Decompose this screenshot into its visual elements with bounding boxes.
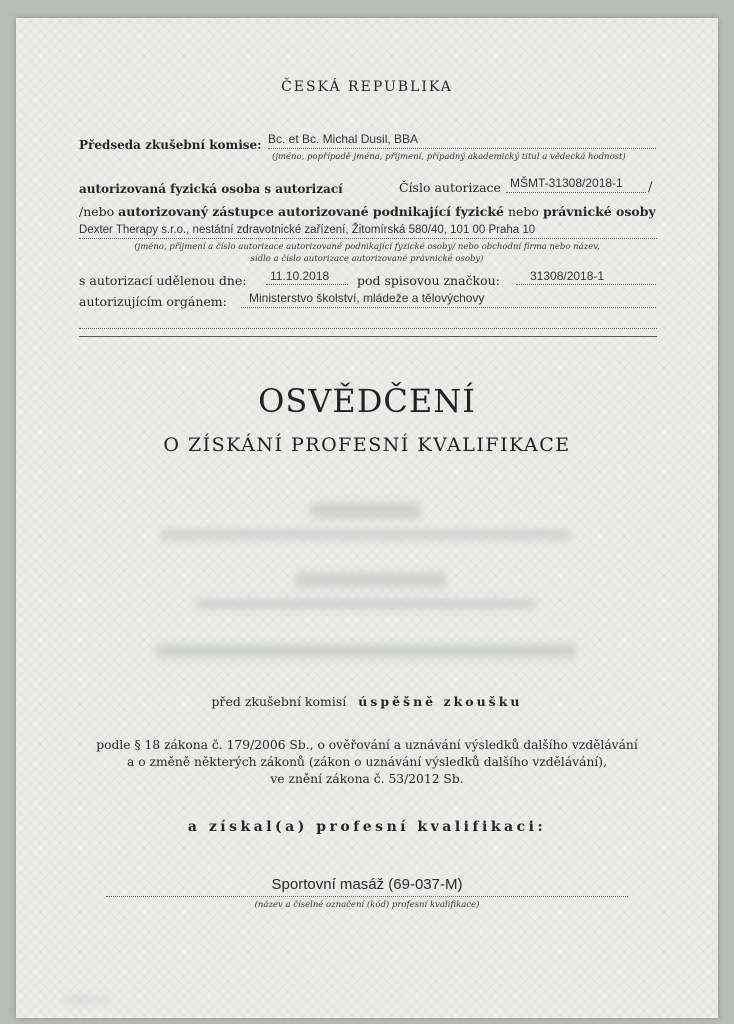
qualification-hint: (název a číselné označení (kód) profesní kvalifikace) [254, 900, 480, 910]
representative-bold: autorizovaný zástupce autorizované podnikající fyzické [118, 204, 504, 219]
auth-number-label: Číslo autorizace [399, 180, 501, 195]
faint-serial-mark [62, 996, 110, 1004]
chair-hint: (jméno, popřípadě jména, příjmení, případný akademický titul a vědecká hodnost) [272, 152, 626, 162]
redacted-holder-name [311, 502, 421, 518]
exam-result: úspěšně zkoušku [358, 694, 523, 709]
entity-name: Dexter Therapy s.r.o., nestátní zdravotnické zařízení, Žitomírská 580/40, 101 00 Praha 10 [79, 224, 536, 236]
law-line-2: a o změně některých zákonů (zákon o uznávání výsledků dalšího vzdělávání), [126, 755, 608, 769]
country-heading: ČESKÁ REPUBLIKA [281, 79, 453, 95]
authority-label: autorizujícím orgánem: [79, 294, 227, 309]
authorized-person-label: autorizovaná fyzická osoba s autorizací [79, 182, 343, 196]
blank-dotted-line [79, 328, 657, 329]
redacted-birth-info [296, 572, 446, 588]
chair-dotted-line [268, 148, 656, 149]
file-label: pod spisovou značkou: [357, 273, 500, 288]
representative-line [79, 204, 656, 219]
header-divider [79, 336, 657, 337]
exam-line [16, 694, 718, 709]
file-number: 31308/2018-1 [530, 269, 605, 283]
certificate-subtitle: O ZÍSKÁNÍ PROFESNÍ KVALIFIKACE [163, 434, 571, 456]
chair-name: Bc. et Bc. Michal Dusil, BBA [268, 132, 419, 146]
qualification-name: Sportovní masáž (69-037-M) [271, 876, 463, 893]
representative-mid: nebo [504, 204, 543, 219]
law-line-3: ve znění zákona č. 53/2012 Sb. [270, 772, 464, 786]
qualification-dotted-line [106, 896, 628, 897]
chair-label: Předseda zkušební komise: [79, 138, 262, 152]
entity-hint-2: sídlo a číslo autorizace autorizované právnické osoby) [250, 254, 484, 264]
auth-slash: / [648, 180, 653, 195]
redacted-birth-hint [196, 599, 536, 609]
authority-name: Ministerstvo školství, mládeže a tělovýchovy [249, 291, 485, 305]
entity-dotted-line [79, 238, 657, 239]
granted-label: s autorizací udělenou dne: [79, 273, 247, 288]
granted-dotted-line [266, 284, 348, 285]
entity-hint-1: (jméno, příjmení a číslo autorizace autorizované podnikající fyzické osoby/ nebo obchodní firma nebo název, [134, 242, 600, 252]
representative-prefix: /nebo [79, 204, 119, 219]
representative-end: právnické osoby [542, 204, 656, 219]
auth-number: MŠMT-31308/2018-1 [510, 176, 623, 190]
redacted-exam-date [156, 644, 576, 658]
file-dotted-line [516, 284, 656, 285]
law-line-1: podle § 18 zákona č. 179/2006 Sb., o ověřování a uznávání výsledků dalšího vzdělávání [96, 738, 638, 752]
auth-number-dotted-line [506, 192, 646, 193]
exam-prefix: před zkušební komisí [211, 694, 347, 709]
granted-date: 11.10.2018 [270, 269, 330, 283]
certificate-title: OSVĚDČENÍ [258, 382, 476, 420]
redacted-holder-hint [161, 530, 571, 540]
certificate-page [16, 18, 718, 1018]
obtained-qualification-label: a získal(a) profesní kvalifikaci: [187, 819, 547, 835]
authority-dotted-line [241, 307, 656, 308]
